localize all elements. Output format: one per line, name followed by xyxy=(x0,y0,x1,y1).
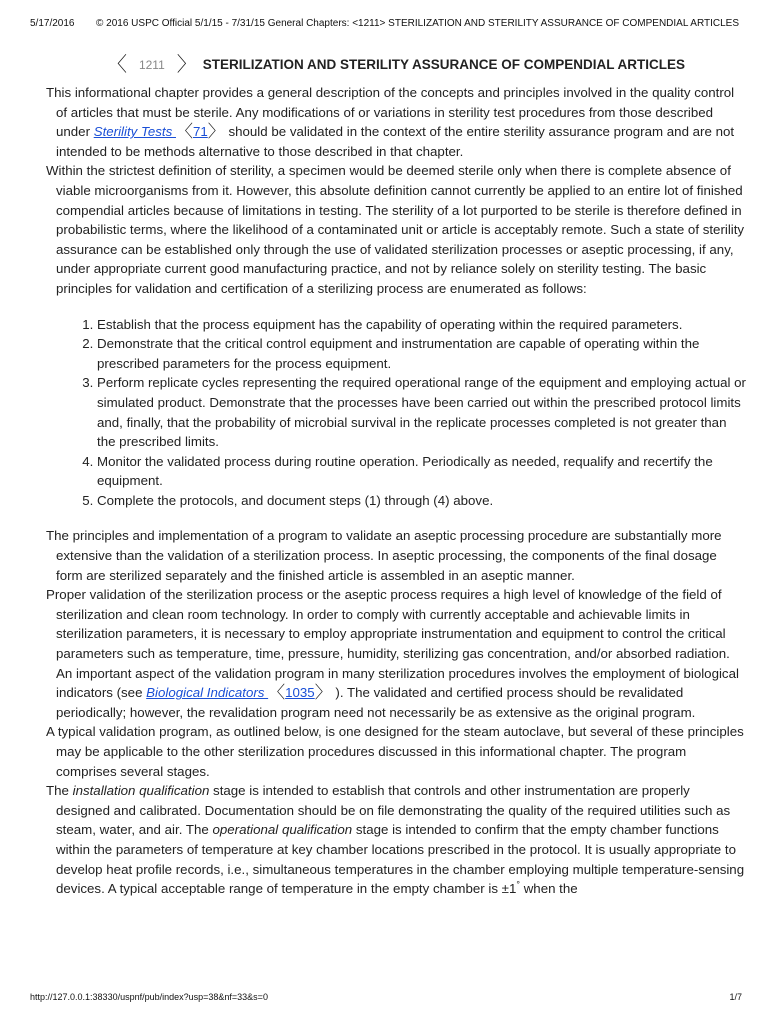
installation-qualification-term: installation qualification xyxy=(72,783,210,799)
list-item: 3. Perform replicate cycles representing the required operational range of the equipment and employing actual or simulated product. Demonstrate that the processes have been carried out within the prescribed protocol limits and, finally, that the probability of microbial survival in the replicate processes completed is not greater than the prescribed limits. xyxy=(97,373,746,451)
paragraph-intro xyxy=(46,83,746,161)
chapter-1035-link[interactable]: 1035 xyxy=(285,685,315,701)
list-item: 4. Monitor the validated process during routine operation. Periodically as needed, requalify and recertify the equipment. xyxy=(97,452,746,491)
left-angle-bracket: 〈 xyxy=(106,54,127,76)
biological-indicators-link[interactable]: Biological Indicators xyxy=(146,685,269,701)
chapter-number: 1211 xyxy=(138,58,165,72)
angle-bracket: 〈 xyxy=(268,683,286,703)
paragraph-text: Proper validation of the sterilization process or the aseptic process requires a high level of knowledge of the field of sterilization and clean room technology. In order to comply with currently acceptable and achievable limits in sterilization parameters, it is necessary to employ appropriate instrumentation and equipment to control the critical parameters such as temperature, time, pressure, humidity, sterilizing gas concentration, and/or absorbed radiation. An important aspect of the validation program in many sterilization procedures involves the employment of biological indicators (see xyxy=(46,587,739,701)
validation-steps-list xyxy=(46,315,746,511)
angle-bracket: 〉 xyxy=(314,683,332,703)
paragraph-sterility-definition: Within the strictest definition of sterility, a specimen would be deemed sterile only when there is complete absence of viable microorganisms from it. However, this absolute definition cannot currently be applied to an entire lot of finished compendial articles because of limitations in testing. The sterility of a lot purported to be sterile is therefore defined in probabilistic terms, where the likelihood of a contaminated unit or article is acceptably remote. Such a state of sterility assurance can be established only through the use of validated sterilization processes or aseptic processing, if any, under appropriate current good manufacturing practice, and not by reliance solely on sterility testing. The basic principles for validation and certification of a sterilizing process are enumerated as follows: xyxy=(46,163,745,296)
sterility-tests-link[interactable]: Sterility Tests xyxy=(93,124,176,140)
paragraph-text: should be validated in the context of the entire sterility assurance program and are not intended to be methods alternative to those described in that chapter. xyxy=(56,124,735,159)
page-number: 1/7 xyxy=(729,992,742,1002)
paragraph-text: stage is intended to establish that controls and other instrumentation are properly designed and calibrated. Documentation should be on file demonstrating the quality of the required utilities such as steam, water, and air. The xyxy=(56,783,731,838)
degree-symbol: ° xyxy=(516,879,520,890)
paragraph-aseptic-processing: The principles and implementation of a program to validate an aseptic processing procedure are substantially more extensive than the validation of a sterilization process. In aseptic processing, the components of the final dosage form are sterilized separately and the finished article is assembled in an aseptic manner. xyxy=(46,528,722,583)
angle-bracket: 〉 xyxy=(207,122,225,142)
paragraph-text: This informational chapter provides a general description of the concepts and principles involved in the quality control of articles that must be sterile. Any modifications of or variations in sterility test procedures from those described under xyxy=(46,85,735,140)
list-item: 2. Demonstrate that the critical control equipment and instrumentation are capable of operating within the prescribed parameters for the process equipment. xyxy=(97,334,746,373)
chapter-title: STERILIZATION AND STERILITY ASSURANCE OF COMPENDIAL ARTICLES xyxy=(202,57,686,72)
paragraph-typical-program: A typical validation program, as outlined below, is one designed for the steam autoclave, but several of these principles may be applicable to the other sterilization procedures discussed in this informational chapter. The program comprises several stages. xyxy=(46,724,744,779)
right-angle-bracket: 〉 xyxy=(176,54,197,76)
paragraph-text: when the xyxy=(520,881,578,897)
chapter-71-link[interactable]: 71 xyxy=(192,124,208,140)
chapter-heading xyxy=(46,54,746,76)
operational-qualification-term: operational qualification xyxy=(212,822,353,838)
paragraph-text: ). The validated and certified process should be revalidated periodically; however, the revalidation program need not necessarily be as extensive as the original program. xyxy=(56,685,696,720)
paragraph-qualification xyxy=(46,781,746,899)
print-title: © 2016 USPC Official 5/1/15 - 7/31/15 General Chapters: <1211> STERILIZATION AND STERILITY ASSURANCE OF COMPENDIAL ARTICLES xyxy=(96,18,739,29)
print-url: http://127.0.0.1:38330/uspnf/pub/index?usp=38&nf=33&s=0 xyxy=(30,992,268,1002)
document-body xyxy=(46,54,746,899)
list-item: 1. Establish that the process equipment has the capability of operating within the required parameters. xyxy=(97,315,746,335)
paragraph-validation xyxy=(46,585,746,722)
list-item: 5. Complete the protocols, and document steps (1) through (4) above. xyxy=(97,491,746,511)
paragraph-text: The xyxy=(46,783,73,799)
paragraph-text: stage is intended to confirm that the empty chamber functions within the parameters of temperature at key chamber locations prescribed in the protocol. It is usually appropriate to develop heat profile records, i.e., simultaneous temperatures in the chamber employing multiple temperature-sensing devices. A typical acceptable range of temperature in the empty chamber is ±1 xyxy=(56,822,745,897)
print-date: 5/17/2016 xyxy=(30,18,75,29)
angle-bracket: 〈 xyxy=(175,122,193,142)
